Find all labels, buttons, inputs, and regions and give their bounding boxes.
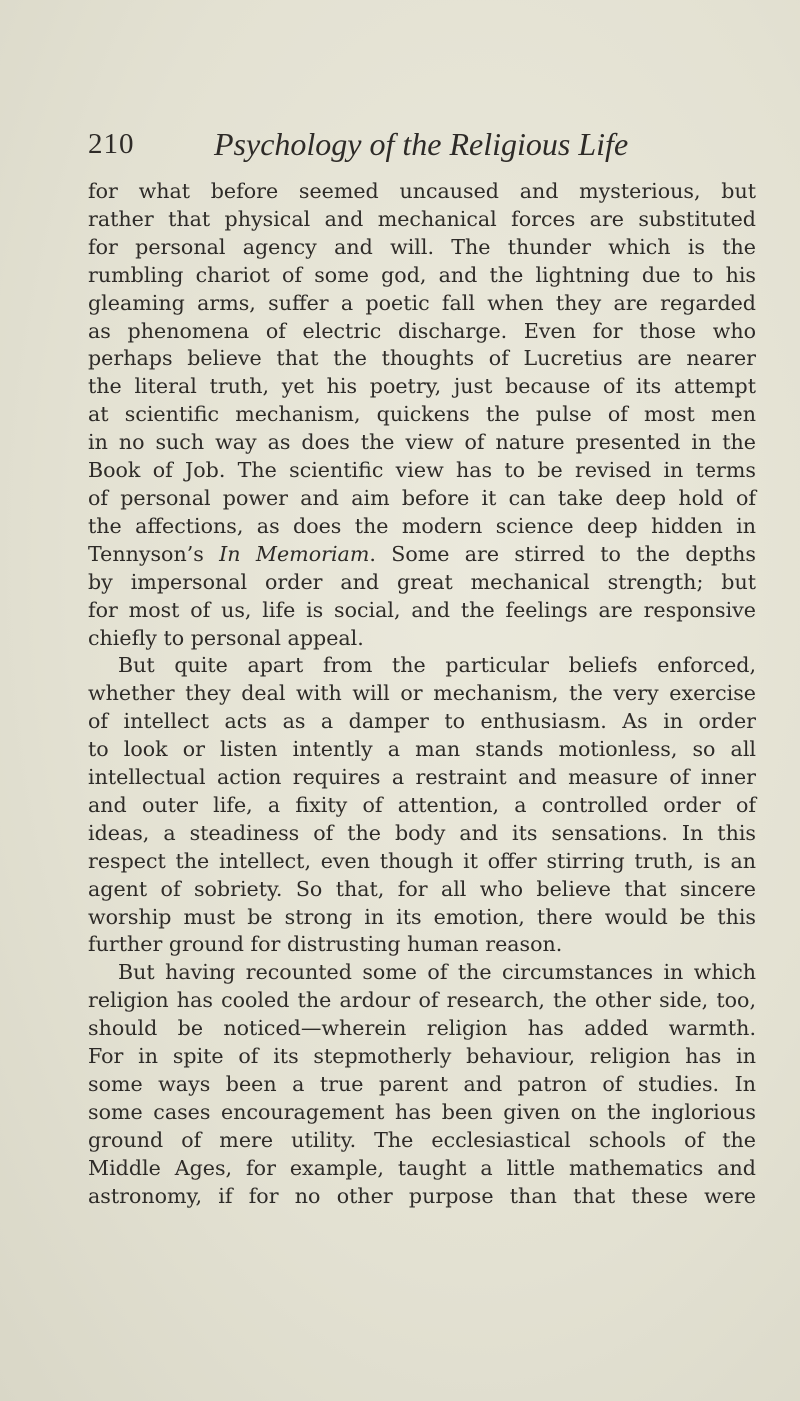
- text-line: rumbling chariot of some god, and the lightning due to his: [88, 262, 756, 287]
- text-line: should be noticed—wherein religion has added warmth.: [88, 1016, 756, 1041]
- text-line: for what before seemed uncaused and mysterious, but: [88, 179, 756, 203]
- text-line: rather that physical and mechanical forces are substituted: [88, 206, 756, 231]
- text-line: by impersonal order and great mechanical strength; but: [88, 569, 756, 594]
- running-title: Psychology of the Religious Life: [214, 126, 629, 162]
- text-line: as phenomena of electric discharge. Even for those who: [88, 318, 756, 343]
- text-line: religion has cooled the ardour of research, the other side, too,: [88, 988, 756, 1013]
- text-line: in no such way as does the view of nature presented in the: [88, 430, 756, 455]
- running-head: [88, 128, 756, 168]
- text-line: further ground for distrusting human reason.: [88, 932, 563, 957]
- text-line: of personal power and aim before it can take deep hold of: [88, 485, 756, 510]
- text-line: for most of us, life is social, and the feelings are responsive: [88, 597, 756, 622]
- text-line: But quite apart from the particular beliefs enforced,: [118, 653, 756, 678]
- text-line: for personal agency and will. The thunder which is the: [88, 234, 756, 259]
- text-line: intellectual action requires a restraint and measure of inner: [88, 765, 756, 790]
- text-line: agent of sobriety. So that, for all who believe that sincere: [88, 876, 756, 901]
- text-line: gleaming arms, suffer a poetic fall when they are regarded: [88, 290, 756, 315]
- text-line: some ways been a true parent and patron of studies. In: [88, 1072, 756, 1096]
- text-line: For in spite of its stepmotherly behaviour, religion has in: [88, 1044, 756, 1069]
- body-text: [88, 178, 756, 1211]
- text-line: ideas, a steadiness of the body and its sensations. In this: [88, 820, 756, 845]
- text-line: Book of Job. The scientific view has to be revised in terms: [88, 458, 756, 483]
- text-line: astronomy, if for no other purpose than that these were: [88, 1183, 756, 1208]
- text-line: Middle Ages, for example, taught a little mathematics and: [88, 1155, 756, 1180]
- text-line: whether they deal with will or mechanism, the very exercise: [88, 681, 756, 706]
- text-line: worship must be strong in its emotion, there would be this: [88, 904, 756, 929]
- text-line: ground of mere utility. The ecclesiastical schools of the: [88, 1127, 756, 1152]
- text-line: But having recounted some of the circumstances in which: [118, 960, 756, 985]
- text-line: of intellect acts as a damper to enthusiasm. As in order: [88, 709, 756, 734]
- text-line: the affections, as does the modern science deep hidden in: [88, 513, 756, 538]
- text-line: respect the intellect, even though it offer stirring truth, is an: [88, 848, 756, 873]
- text-line: and outer life, a fixity of attention, a controlled order of: [88, 792, 756, 817]
- page-number: 210: [88, 128, 135, 160]
- text-line: to look or listen intently a man stands motionless, so all: [88, 737, 756, 762]
- text-line: the literal truth, yet his poetry, just because of its attempt: [88, 374, 756, 399]
- text-line: at scientific mechanism, quickens the pulse of most men: [88, 402, 756, 427]
- text-line: Tennyson’s In Memoriam. Some are stirred to the depths: [88, 541, 756, 566]
- text-line: perhaps believe that the thoughts of Lucretius are nearer: [88, 346, 756, 371]
- text-line: some cases encouragement has been given on the inglorious: [88, 1099, 756, 1124]
- text-line: chiefly to personal appeal.: [88, 625, 364, 650]
